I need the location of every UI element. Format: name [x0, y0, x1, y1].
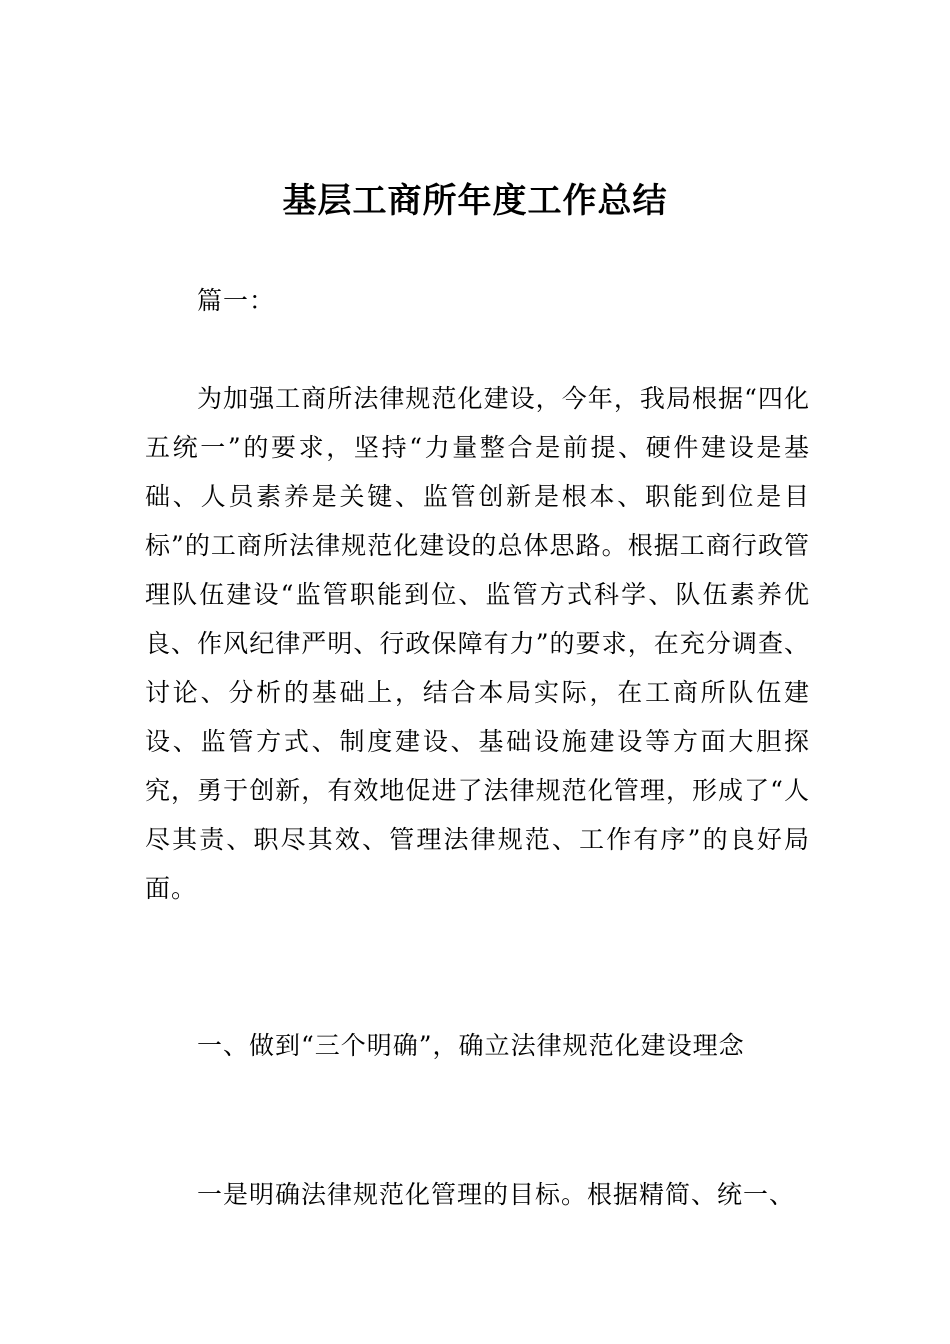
- intro-paragraph: 为加强工商所法律规范化建设，今年，我局根据“四化五统一”的要求，坚持“力量整合是前提、硬件建设是基础、人员素养是关键、监管创新是根本、职能到位是目标”的工商所法律规范化建设的总体思路。根据工商行政管理队伍建设“监管职能到位、监管方式科学、队伍素养优良、作风纪律严明、行政保障有力”的要求，在充分调查、讨论、分析的基础上，结合本局实际，在工商所队伍建设、监管方式、制度建设、基础设施建设等方面大胆探究，勇于创新，有效地促进了法律规范化管理，形成了“人尽其责、职尽其效、管理法律规范、工作有序”的良好局面。: [145, 384, 810, 903]
- section-one-paragraph: 一是明确法律规范化管理的目标。根据精简、统一、: [197, 1180, 796, 1209]
- section-one-heading: 一、做到“三个明确”，确立法律规范化建设理念: [197, 1031, 745, 1060]
- document-title: 基层工商所年度工作总结: [282, 181, 668, 221]
- part-label: 篇一：: [197, 286, 276, 315]
